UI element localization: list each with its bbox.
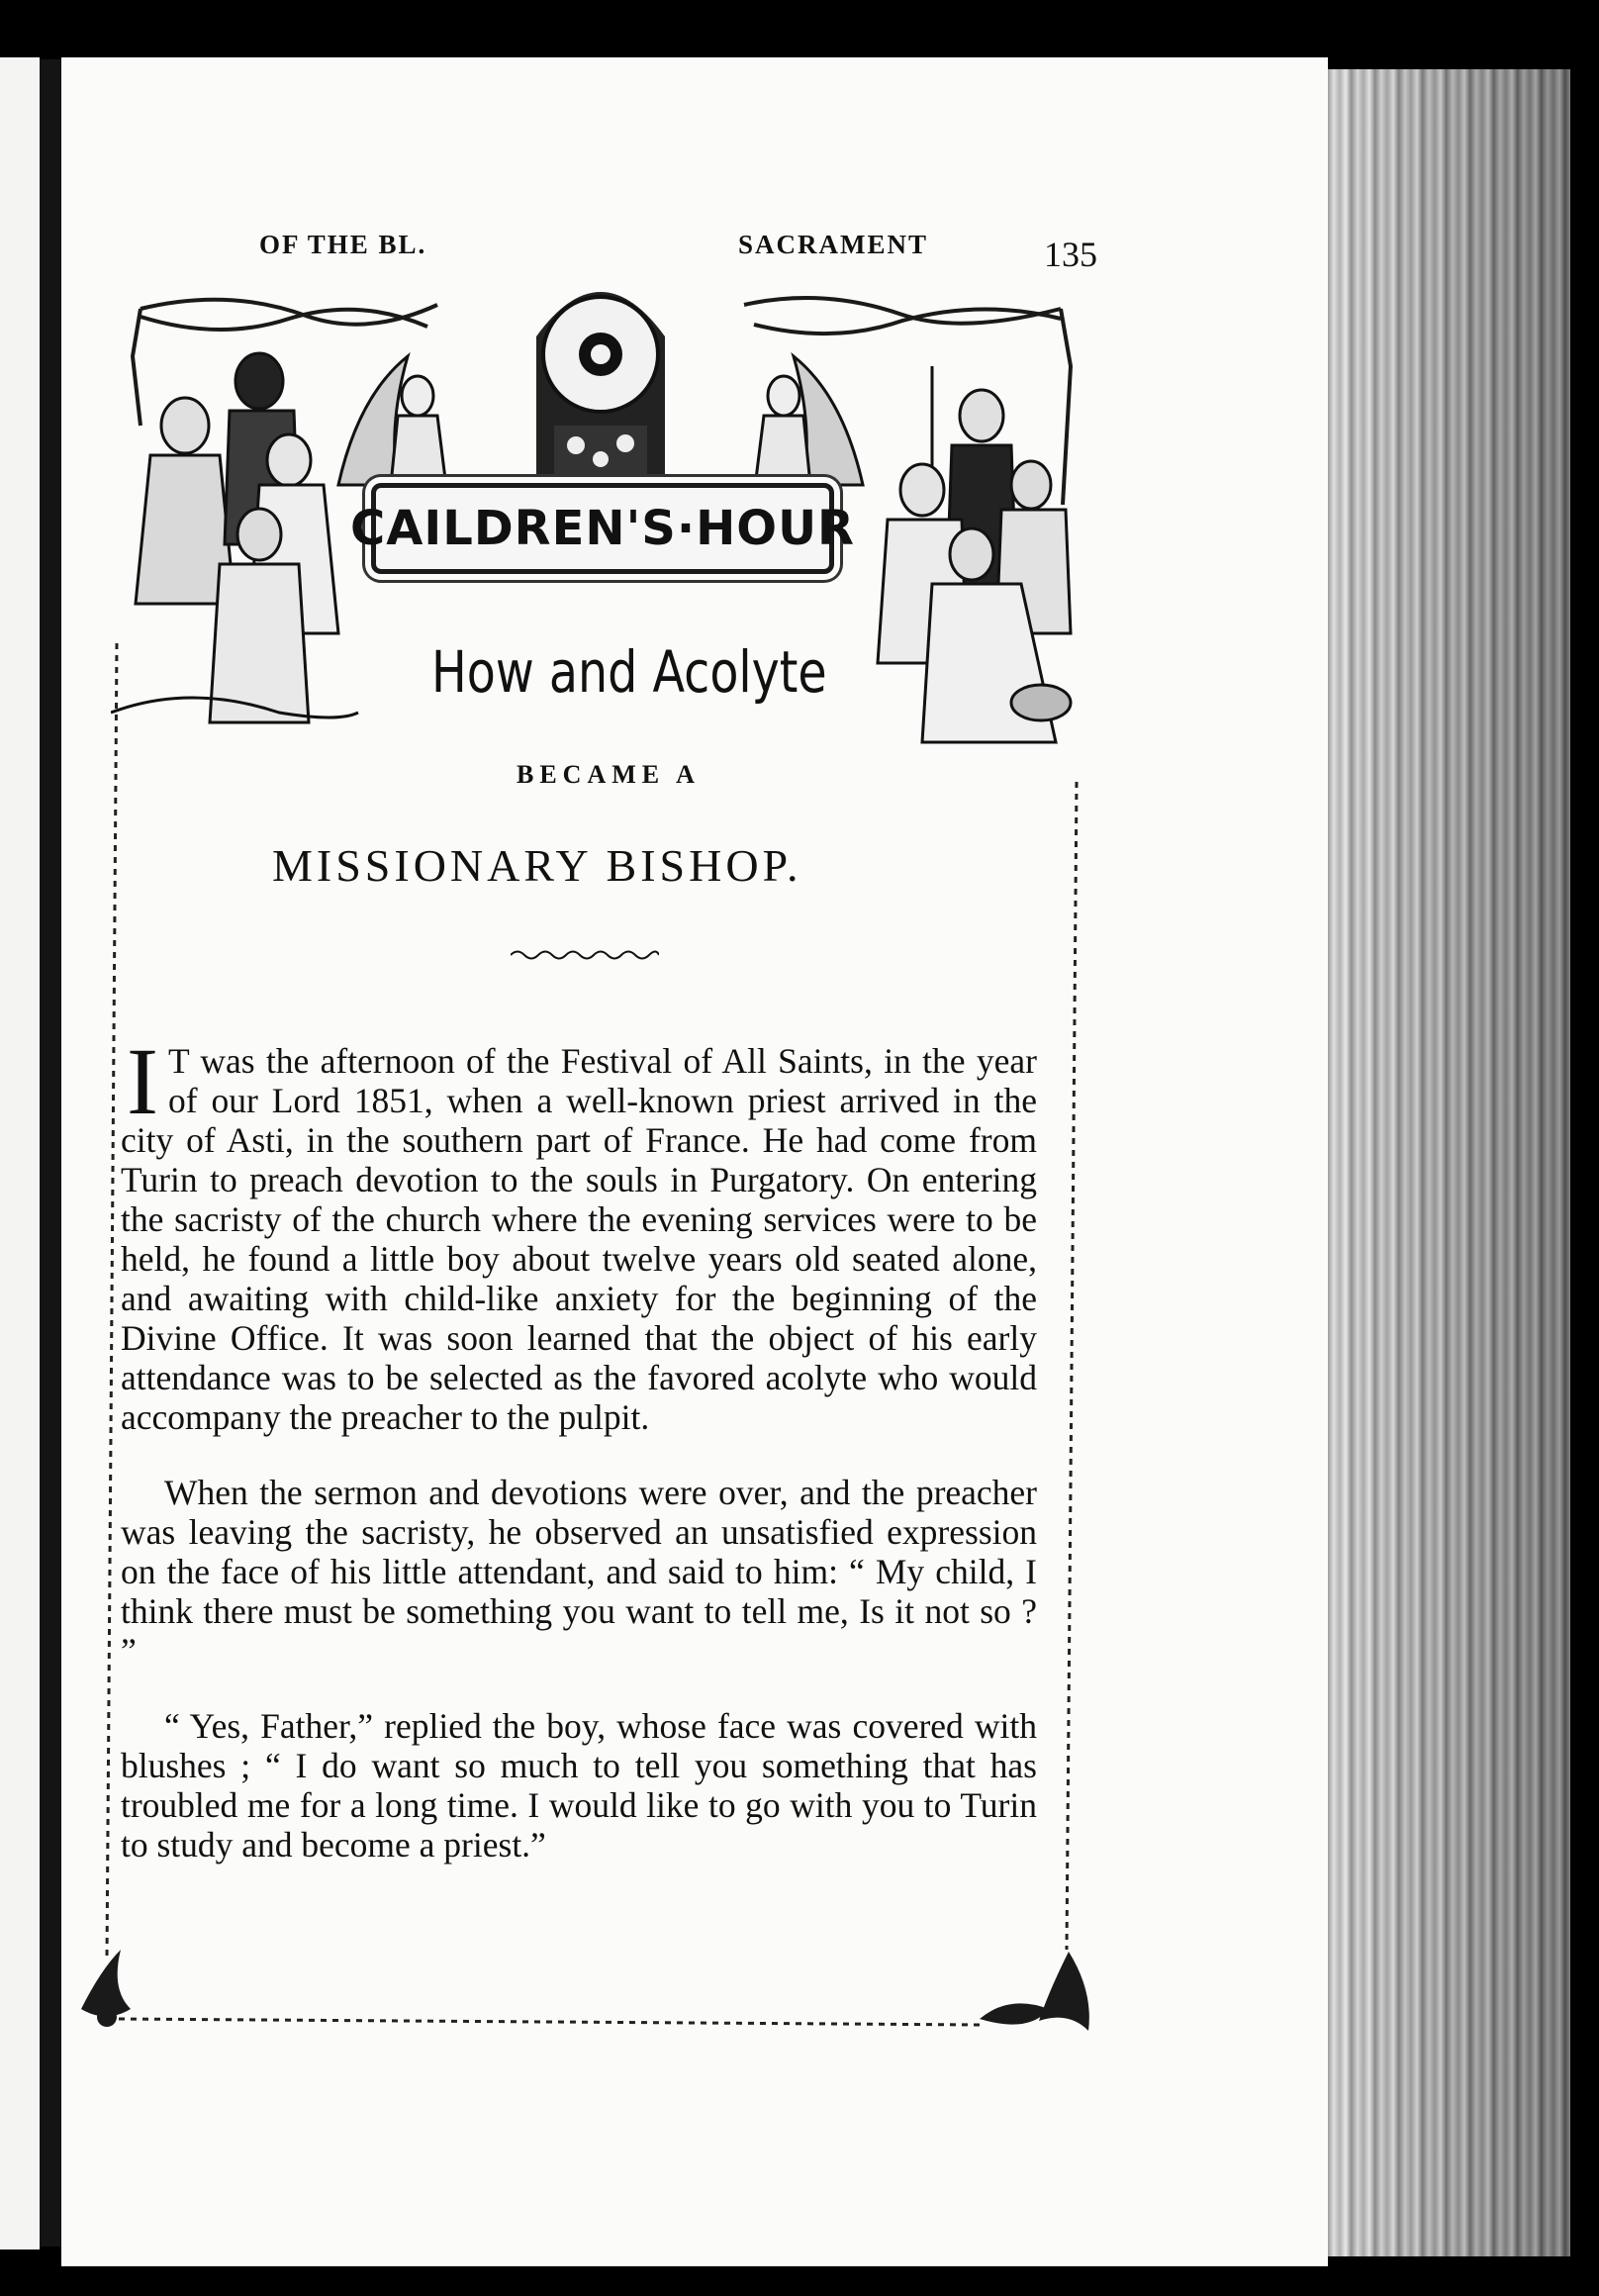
running-head-center: SACRAMENT bbox=[738, 230, 929, 259]
book-gutter bbox=[40, 59, 61, 2247]
became-a-label: BECAME A bbox=[517, 760, 701, 789]
article-body bbox=[121, 1028, 1037, 1900]
paragraph-2: When the sermon and devotions were over, and the preacher was leaving the sacristy, he observed an unsatisfied expression on the face of his little attendant, and said to him: “ My child, I think there must be something you want to tell me, Is it not so ? ” bbox=[121, 1473, 1037, 1671]
paragraph-1-text: T was the afternoon of the Festival of All Saints, in the year of our Lord 1851, when a well-known priest arrived in the city of Asti, in the southern part of France. He had come from Turin to preach devotion to the souls in Purgatory. On entering the sacristy of the church where the evening services were to be held, he found a little boy about twelve years old seated alone, and awaiting with child-like anxiety for the beginning of the Divine Office. It was soon learned that the object of his early attendance was to be selected as the favored acolyte who would accompany the preacher to the pulpit. bbox=[121, 1041, 1037, 1437]
story-title: How and Acolyte bbox=[431, 638, 827, 706]
facing-page-edge bbox=[0, 57, 40, 2249]
paragraph-1 bbox=[121, 1028, 1037, 1437]
page-number: 135 bbox=[1044, 235, 1097, 274]
wavy-rule bbox=[511, 948, 659, 962]
childrens-hour-banner: CAILDREN'S·HOUR bbox=[371, 483, 834, 574]
paragraph-3: “ Yes, Father,” replied the boy, whose face was covered with blushes ; “ I do want so much to tell you something that has troubled me for a long time. I would like to go with you to Turin to study and become a priest.” bbox=[121, 1706, 1037, 1865]
running-head-left: OF THE BL. bbox=[259, 230, 427, 259]
drop-cap: I bbox=[127, 1028, 158, 1134]
missionary-bishop-title: MISSIONARY BISHOP. bbox=[272, 840, 802, 891]
page-edges bbox=[1328, 69, 1570, 2256]
